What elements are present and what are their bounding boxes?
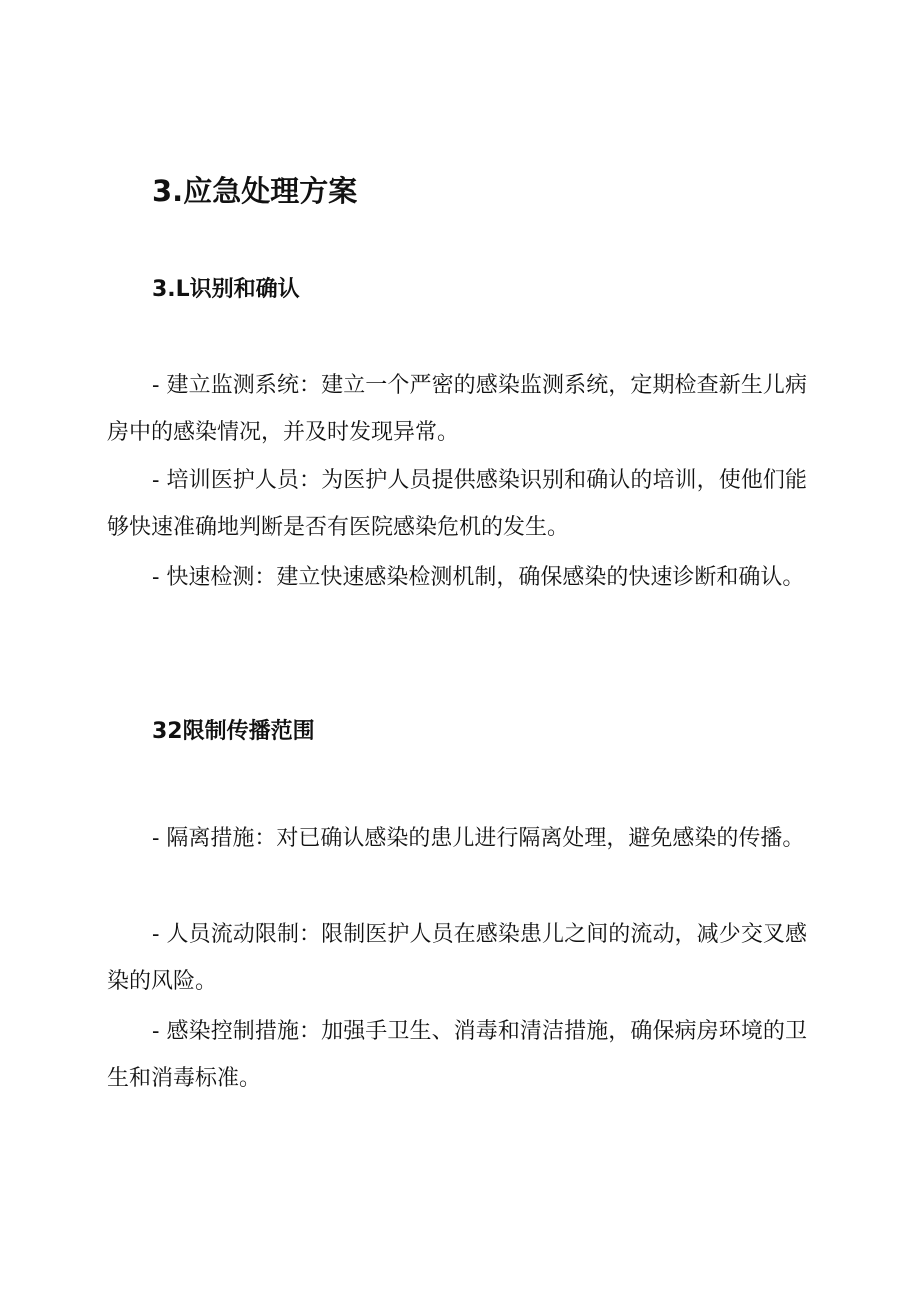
section-title: 3.应急处理方案 [152, 174, 358, 208]
subsection-heading-identify: 3.L识别和确认 [152, 277, 300, 302]
paragraph-movement-restriction: - 人员流动限制：限制医护人员在感染患儿之间的流动，减少交叉感染的风险。 [107, 922, 807, 994]
paragraph-staff-training: - 培训医护人员：为医护人员提供感染识别和确认的培训，使他们能够快速准确地判断是否有医院感染危机的发生。 [107, 468, 807, 540]
paragraph-rapid-detection: - 快速检测：建立快速感染检测机制，确保感染的快速诊断和确认。 [152, 565, 805, 590]
paragraph-infection-control: - 感染控制措施：加强手卫生、消毒和清洁措施，确保病房环境的卫生和消毒标准。 [107, 1019, 807, 1091]
paragraph-isolation: - 隔离措施：对已确认感染的患儿进行隔离处理，避免感染的传播。 [152, 826, 805, 851]
paragraph-monitoring-system: - 建立监测系统：建立一个严密的感染监测系统，定期检查新生儿病房中的感染情况，并及时发现异常。 [107, 373, 807, 445]
subsection-heading-limit-spread: 32限制传播范围 [152, 719, 315, 744]
